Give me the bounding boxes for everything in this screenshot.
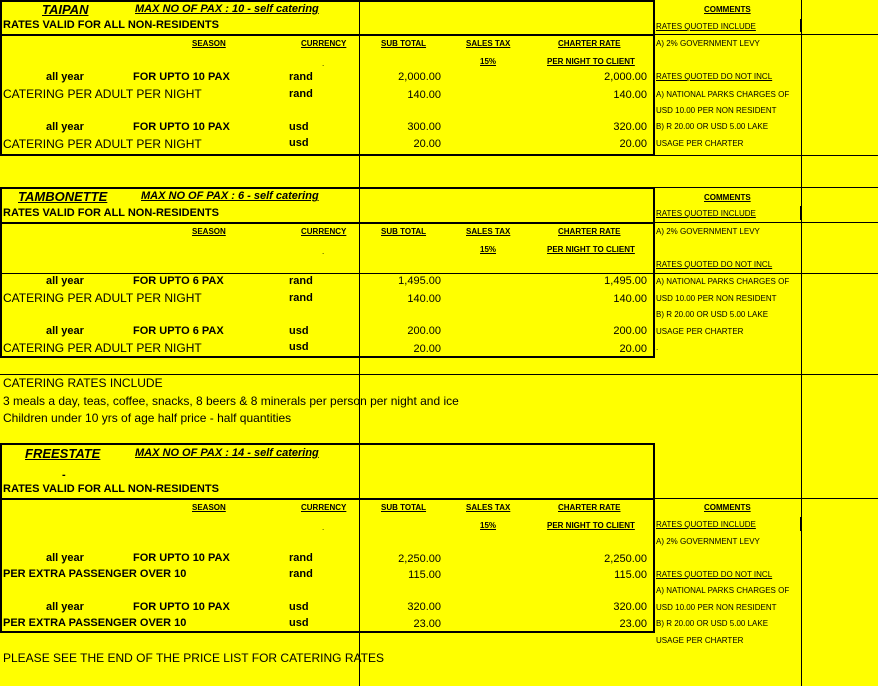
tambonette-r1-sub: 140.00 — [407, 293, 441, 305]
tambonette-comments-title: COMMENTS — [704, 193, 751, 202]
taipan-r0-sub: 2,000.00 — [398, 71, 441, 83]
taipan-r0-desc: FOR UPTO 10 PAX — [133, 71, 230, 83]
taipan-r2-currency: usd — [289, 121, 309, 133]
freestate-header-season: SEASON — [192, 503, 226, 512]
tambonette-name: TAMBONETTE — [18, 189, 108, 204]
tambonette-comments-lake1: B) R 20.00 OR USD 5.00 LAKE — [656, 310, 769, 319]
tambonette-r3-sub: 20.00 — [413, 343, 441, 355]
tambonette-header-sales-tax: SALES TAX — [466, 227, 511, 236]
freestate-r2-desc: FOR UPTO 10 PAX — [133, 601, 230, 613]
tambonette-r0-sub: 1,495.00 — [398, 275, 441, 287]
taipan-valid: RATES VALID FOR ALL NON-RESIDENTS — [3, 19, 219, 31]
tambonette-header-currency: CURRENCY — [301, 227, 347, 236]
tambonette-comments-levy: A) 2% GOVERNMENT LEVY — [656, 227, 760, 236]
taipan-r2-season: all year — [46, 121, 84, 133]
tambonette-r1-desc: CATERING PER ADULT PER NIGHT — [3, 291, 202, 305]
taipan-comments-not-incl: RATES QUOTED DO NOT INCL — [656, 72, 773, 81]
freestate-header-per-night: PER NIGHT TO CLIENT — [547, 521, 635, 530]
header-sub-total: SUB TOTAL — [381, 39, 427, 48]
tambonette-header-per-night: PER NIGHT TO CLIENT — [547, 245, 635, 254]
tambonette-comments-parks2: USD 10.00 PER NON RESIDENT — [656, 294, 777, 303]
tambonette-valid: RATES VALID FOR ALL NON-RESIDENTS — [3, 207, 219, 219]
tambonette-comments-include: RATES QUOTED INCLUDE — [656, 209, 756, 218]
taipan-comments-include: RATES QUOTED INCLUDE — [656, 22, 756, 31]
taipan-max-pax: MAX NO OF PAX : 10 - self catering — [135, 3, 319, 15]
freestate-header-sub-total: SUB TOTAL — [381, 503, 427, 512]
freestate-comments-include: RATES QUOTED INCLUDE — [656, 520, 756, 529]
tambonette-comments-parks1: A) NATIONAL PARKS CHARGES OF — [656, 277, 790, 286]
tambonette-header-season: SEASON — [192, 227, 226, 236]
tambonette-r3-desc: CATERING PER ADULT PER NIGHT — [3, 341, 202, 355]
tambonette-r0-desc: FOR UPTO 6 PAX — [133, 275, 224, 287]
taipan-comments-levy: A) 2% GOVERNMENT LEVY — [656, 39, 760, 48]
header-sales-tax: SALES TAX — [466, 39, 511, 48]
header-currency: CURRENCY — [301, 39, 347, 48]
header-per-night: PER NIGHT TO CLIENT — [547, 57, 635, 66]
tambonette-r2-sub: 200.00 — [407, 325, 441, 337]
tambonette-header-sales-tax-pct: 15% — [480, 245, 497, 254]
tambonette-header-dot: . — [322, 247, 325, 256]
taipan-r1-rate: 140.00 — [613, 89, 647, 101]
freestate-r0-season: all year — [46, 552, 84, 564]
taipan-comments-parks1: A) NATIONAL PARKS CHARGES OF — [656, 90, 790, 99]
taipan-r3-currency: usd — [289, 137, 309, 149]
mark-2 — [800, 206, 802, 220]
taipan-comments-lake1: B) R 20.00 OR USD 5.00 LAKE — [656, 122, 769, 131]
taipan-r3-rate: 20.00 — [619, 138, 647, 150]
catering-line2: Children under 10 yrs of age half price - half quantities — [3, 411, 292, 425]
header-season: SEASON — [192, 39, 226, 48]
freestate-comments-not-incl: RATES QUOTED DO NOT INCL — [656, 570, 773, 579]
tambonette-header-charter-rate: CHARTER RATE — [558, 227, 621, 236]
freestate-valid: RATES VALID FOR ALL NON-RESIDENTS — [3, 483, 219, 495]
tambonette-r0-currency: rand — [289, 275, 313, 287]
freestate-comments-parks1: A) NATIONAL PARKS CHARGES OF — [656, 586, 790, 595]
taipan-comments-parks2: USD 10.00 PER NON RESIDENT — [656, 106, 777, 115]
tambonette-r3-currency: usd — [289, 341, 309, 353]
freestate-comments-parks2: USD 10.00 PER NON RESIDENT — [656, 603, 777, 612]
freestate-r3-rate: 23.00 — [619, 618, 647, 630]
header-dot: . — [322, 59, 325, 68]
tambonette-r2-currency: usd — [289, 325, 309, 337]
catering-line1: 3 meals a day, teas, coffee, snacks, 8 beers & 8 minerals per person per night and ice — [3, 394, 459, 408]
freestate-r3-currency: usd — [289, 617, 309, 629]
taipan-r0-currency: rand — [289, 71, 313, 83]
tambonette-comments-lake2: USAGE PER CHARTER — [656, 327, 744, 336]
freestate-r2-season: all year — [46, 601, 84, 613]
tambonette-r0-rate: 1,495.00 — [604, 275, 647, 287]
freestate-footer: PLEASE SEE THE END OF THE PRICE LIST FOR CATERING RATES — [3, 651, 384, 665]
grid-hline-6 — [0, 374, 878, 375]
freestate-rates-box — [0, 498, 655, 633]
taipan-r1-currency: rand — [289, 88, 313, 100]
freestate-comments-lake2: USAGE PER CHARTER — [656, 636, 744, 645]
freestate-header-sales-tax-pct: 15% — [480, 521, 497, 530]
freestate-r1-currency: rand — [289, 568, 313, 580]
freestate-header-currency: CURRENCY — [301, 503, 347, 512]
freestate-r3-sub: 23.00 — [413, 618, 441, 630]
freestate-r2-sub: 320.00 — [407, 601, 441, 613]
freestate-header-charter-rate: CHARTER RATE — [558, 503, 621, 512]
taipan-name: TAIPAN — [42, 2, 89, 17]
tambonette-r1-currency: rand — [289, 292, 313, 304]
freestate-name: FREESTATE — [25, 446, 101, 461]
taipan-r2-sub: 300.00 — [407, 121, 441, 133]
freestate-r1-rate: 115.00 — [614, 569, 647, 581]
taipan-r1-sub: 140.00 — [407, 89, 441, 101]
header-charter-rate: CHARTER RATE — [558, 39, 621, 48]
catering-title: CATERING RATES INCLUDE — [3, 376, 163, 390]
taipan-r0-rate: 2,000.00 — [604, 71, 647, 83]
tambonette-header-sub-total: SUB TOTAL — [381, 227, 427, 236]
tambonette-r2-season: all year — [46, 325, 84, 337]
freestate-comments-levy: A) 2% GOVERNMENT LEVY — [656, 537, 760, 546]
tambonette-comments-dot: . — [656, 343, 659, 352]
taipan-r0-season: all year — [46, 71, 84, 83]
mark-3 — [800, 517, 802, 531]
freestate-r2-currency: usd — [289, 601, 309, 613]
tambonette-max-pax: MAX NO OF PAX : 6 - self catering — [141, 190, 319, 202]
mark-1 — [800, 19, 802, 32]
taipan-r2-rate: 320.00 — [613, 121, 647, 133]
tambonette-r1-rate: 140.00 — [613, 293, 647, 305]
freestate-max-pax: MAX NO OF PAX : 14 - self catering — [135, 447, 319, 459]
freestate-r2-rate: 320.00 — [613, 601, 647, 613]
tambonette-comments-not-incl: RATES QUOTED DO NOT INCL — [656, 260, 773, 269]
freestate-dash: - — [62, 469, 66, 481]
freestate-r0-sub: 2,250.00 — [398, 553, 441, 565]
header-sales-tax-pct: 15% — [480, 57, 497, 66]
tambonette-rates-box — [0, 222, 655, 358]
freestate-r0-rate: 2,250.00 — [604, 553, 647, 565]
freestate-r0-desc: FOR UPTO 10 PAX — [133, 552, 230, 564]
tambonette-r2-desc: FOR UPTO 6 PAX — [133, 325, 224, 337]
taipan-r2-desc: FOR UPTO 10 PAX — [133, 121, 230, 133]
taipan-r3-desc: CATERING PER ADULT PER NIGHT — [3, 137, 202, 151]
freestate-r3-desc: PER EXTRA PASSENGER OVER 10 — [3, 617, 187, 629]
tambonette-r0-season: all year — [46, 275, 84, 287]
taipan-comments-title: COMMENTS — [704, 5, 751, 14]
freestate-r1-sub: 115.00 — [408, 569, 441, 581]
freestate-header-sales-tax: SALES TAX — [466, 503, 511, 512]
freestate-comments-lake1: B) R 20.00 OR USD 5.00 LAKE — [656, 619, 769, 628]
taipan-comments-lake2: USAGE PER CHARTER — [656, 139, 744, 148]
grid-vline-b — [801, 0, 802, 686]
freestate-r0-currency: rand — [289, 552, 313, 564]
freestate-r1-desc: PER EXTRA PASSENGER OVER 10 — [3, 568, 187, 580]
taipan-r1-desc: CATERING PER ADULT PER NIGHT — [3, 87, 202, 101]
taipan-r3-sub: 20.00 — [413, 138, 441, 150]
tambonette-r2-rate: 200.00 — [613, 325, 647, 337]
freestate-comments-title: COMMENTS — [704, 503, 751, 512]
tambonette-r3-rate: 20.00 — [619, 343, 647, 355]
freestate-header-dot: . — [322, 523, 325, 532]
